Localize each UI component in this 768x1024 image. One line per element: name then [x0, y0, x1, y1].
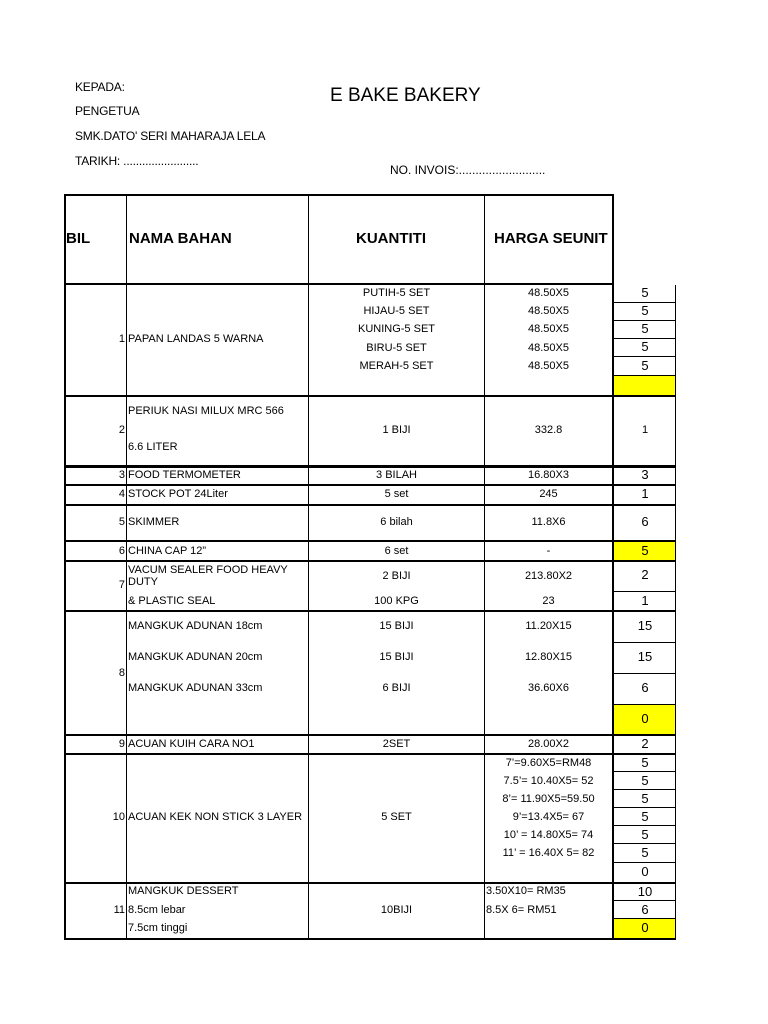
row-qty: 5: [641, 358, 649, 373]
row-kuantiti: PUTIH-5 SET: [362, 287, 431, 299]
row-qty: 1: [641, 424, 649, 436]
qty-border: [614, 789, 676, 790]
row-nama: MANGKUK ADUNAN 33cm: [128, 682, 263, 694]
row-kuantiti: 6 set: [384, 545, 409, 557]
qty-border: [614, 356, 676, 357]
row-nama: ACUAN KUIH CARA NO1: [128, 738, 255, 750]
row-nama: MANGKUK ADUNAN 18cm: [128, 620, 263, 632]
row-kuantiti: 100 KPG: [374, 595, 419, 607]
row-border: [64, 465, 676, 468]
row-border: [64, 540, 676, 542]
row-kuantiti: 15 BIJI: [379, 620, 414, 632]
row-harga: 36.60X6: [528, 682, 569, 694]
col-header-nama: NAMA BAHAN: [129, 230, 232, 247]
row-harga: 8’= 11.90X5=59.50: [502, 793, 595, 805]
row-qty: 2: [641, 567, 649, 582]
row-nama: 7.5cm tinggi: [128, 922, 188, 934]
row-qty: 5: [641, 339, 649, 354]
row-qty: 5: [641, 285, 649, 300]
row-harga: 8.5X 6= RM51: [486, 904, 557, 916]
row-qty: 5: [641, 845, 649, 860]
row-kuantiti: 15 BIJI: [379, 651, 414, 663]
row-qty: 2: [641, 736, 649, 751]
row-kuantiti: 3 BILAH: [376, 469, 417, 481]
qty-border: [614, 900, 676, 901]
qty-border: [614, 862, 676, 863]
row-harga: 48.50X5: [528, 342, 569, 354]
row-bil: 11: [113, 904, 125, 916]
row-border: [64, 882, 676, 884]
school-label: SMK.DATO' SERI MAHARAJA LELA: [75, 129, 266, 143]
row-bil: 10: [112, 811, 125, 823]
highlight-cell: [614, 376, 675, 395]
row-harga: 11.20X15: [525, 620, 572, 632]
row-qty: 1: [641, 593, 649, 608]
row-harga: 3.50X10= RM35: [486, 885, 566, 897]
row-harga: 23: [542, 595, 555, 607]
col-header-bil: BIL: [66, 230, 91, 247]
row-border: [64, 560, 676, 562]
row-qty: 10: [637, 884, 653, 899]
qty-border: [614, 642, 676, 643]
row-kuantiti: 2 BIJI: [382, 570, 411, 582]
table-border: [64, 283, 614, 285]
row-kuantiti: HIJAU-5 SET: [363, 305, 430, 317]
row-border: [64, 504, 676, 506]
row-kuantiti: KUNING-5 SET: [357, 323, 435, 335]
row-nama: MANGKUK DESSERT: [128, 885, 239, 897]
row-qty: 15: [637, 649, 653, 664]
row-bil: 3: [118, 469, 125, 481]
row-qty: 5: [641, 543, 649, 558]
table-border: [64, 194, 614, 196]
row-nama: MANGKUK ADUNAN 20cm: [128, 651, 263, 663]
row-harga: -: [546, 545, 551, 557]
row-nama: PERIUK NASI MILUX MRC 566: [128, 405, 284, 417]
row-nama: 8.5cm lebar: [128, 904, 186, 916]
row-qty: 6: [641, 902, 649, 917]
row-harga: 7.5’= 10.40X5= 52: [503, 775, 594, 787]
row-nama: & PLASTIC SEAL: [128, 595, 216, 607]
row-border: [64, 484, 676, 486]
tarikh-label: TARIKH: ........................: [75, 154, 199, 168]
row-harga: 10’ = 14.80X5= 74: [503, 829, 594, 841]
row-nama: 6.6 LITER: [128, 441, 178, 453]
row-harga: 48.50X5: [528, 360, 569, 372]
row-harga: 213.80X2: [524, 570, 573, 582]
row-harga: 9’=13.4X5= 67: [512, 811, 585, 823]
row-nama: PAPAN LANDAS 5 WARNA: [128, 333, 264, 345]
row-kuantiti: 1 BIJI: [382, 424, 411, 436]
row-bil: 6: [118, 545, 125, 557]
row-nama: STOCK POT 24Liter: [128, 488, 228, 500]
row-qty: 5: [641, 773, 649, 788]
row-qty: 5: [641, 321, 649, 336]
qty-border: [614, 673, 676, 674]
kepada-label: KEPADA:: [75, 80, 125, 94]
col-header-harga: HARGA SEUNIT: [494, 230, 608, 247]
row-bil: 1: [118, 333, 125, 345]
row-kuantiti: 6 bilah: [380, 516, 413, 528]
qty-border: [614, 704, 676, 705]
qty-border: [614, 375, 676, 376]
row-kuantiti: 2SET: [382, 738, 411, 750]
row-qty: 3: [641, 467, 649, 482]
row-qty: 0: [641, 920, 649, 935]
col-header-kuantiti: KUANTITI: [356, 230, 426, 247]
row-harga: 245: [539, 488, 558, 500]
row-harga: 28.00X2: [528, 738, 569, 750]
row-qty: 5: [641, 303, 649, 318]
row-qty: 0: [641, 864, 649, 879]
row-nama: CHINA CAP 12”: [128, 545, 207, 557]
row-harga: 7’=9.60X5=RM48: [505, 757, 592, 769]
pengetua-label: PENGETUA: [75, 104, 140, 118]
row-kuantiti: 5 set: [384, 488, 409, 500]
row-border: [64, 610, 676, 612]
table-border: [64, 938, 676, 940]
row-nama: SKIMMER: [128, 516, 180, 528]
row-border: [64, 753, 676, 755]
table-border: [64, 194, 66, 939]
row-border: [64, 734, 676, 736]
row-qty: 15: [637, 618, 653, 633]
row-bil: 8: [118, 667, 125, 679]
row-qty: 0: [641, 711, 649, 726]
row-bil: 9: [118, 738, 125, 750]
qty-border: [614, 918, 676, 919]
row-nama: FOOD TERMOMETER: [128, 469, 241, 481]
row-kuantiti: BIRU-5 SET: [366, 342, 427, 354]
row-bil: 7: [118, 579, 125, 591]
row-harga: 11.8X6: [531, 516, 566, 528]
row-kuantiti: 5 SET: [381, 811, 412, 823]
row-nama: DUTY: [128, 576, 158, 588]
row-kuantiti: 6 BIJI: [382, 682, 411, 694]
row-harga: 12.80X15: [524, 651, 573, 663]
row-qty: 5: [641, 827, 649, 842]
row-bil: 2: [118, 424, 125, 436]
row-qty: 5: [641, 809, 649, 824]
row-harga: 48.50X5: [528, 287, 569, 299]
qty-border: [614, 807, 676, 808]
row-kuantiti: MERAH-5 SET: [359, 360, 434, 372]
qty-border: [614, 771, 676, 772]
qty-border: [614, 825, 676, 826]
row-qty: 6: [641, 514, 649, 529]
row-qty: 6: [641, 680, 649, 695]
row-harga: 332.8: [534, 424, 563, 436]
row-border: [64, 395, 676, 397]
row-nama: ACUAN KEK NON STICK 3 LAYER: [128, 811, 303, 823]
row-harga: 48.50X5: [528, 323, 569, 335]
row-harga: 48.50X5: [528, 305, 569, 317]
row-qty: 5: [641, 791, 649, 806]
row-nama: VACUM SEALER FOOD HEAVY: [128, 564, 288, 576]
qty-border: [614, 843, 676, 844]
row-qty: 5: [641, 755, 649, 770]
qty-border: [614, 591, 676, 592]
row-bil: 4: [118, 488, 125, 500]
row-bil: 5: [118, 516, 125, 528]
invoice-number: NO. INVOIS:..........................: [390, 163, 546, 177]
table-border: [126, 194, 127, 939]
page-title: E BAKE BAKERY: [330, 85, 481, 106]
row-harga: 16.80X3: [528, 469, 569, 481]
row-qty: 1: [641, 486, 649, 501]
row-kuantiti: 10BIJI: [380, 904, 413, 916]
row-harga: 11’ = 16.40X 5= 82: [502, 847, 595, 859]
